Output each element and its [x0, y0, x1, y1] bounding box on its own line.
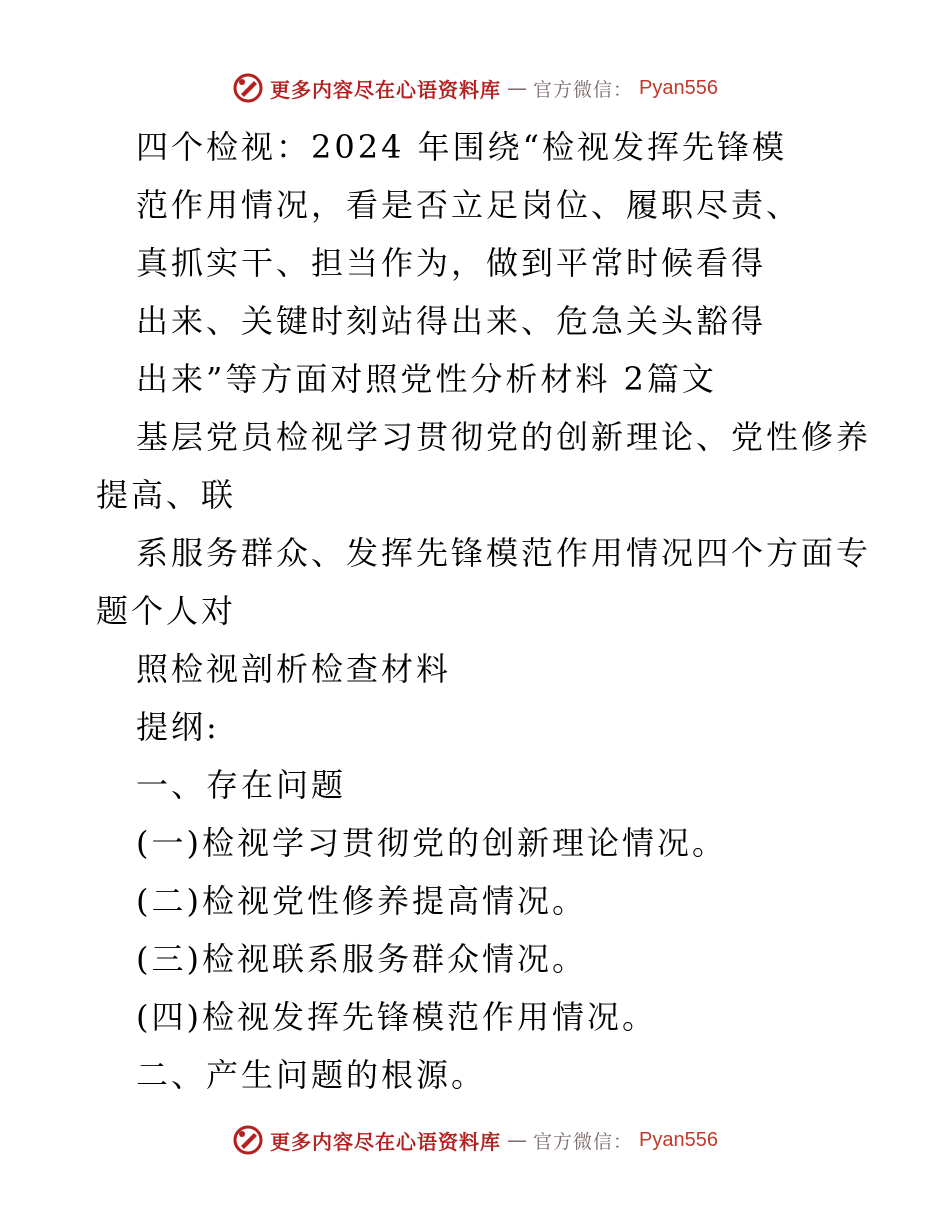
subtitle-line: 题个人对: [96, 592, 237, 630]
outline-item: (四)检视发挥先锋模范作用情况。: [136, 998, 657, 1036]
document-body: [96, 118, 872, 1104]
title-line: 四个检视：2024 年围绕“检视发挥先锋模: [136, 128, 787, 166]
section-heading: 二、产生问题的根源。: [136, 1056, 487, 1094]
subtitle-line: 照检视剖析检查材料: [136, 650, 452, 688]
subtitle-line: 基层党员检视学习贯彻党的创新理论、党性修养: [136, 418, 872, 456]
title-line: 真抓实干、担当作为，做到平常时候看得: [136, 244, 767, 282]
outline-item: (二)检视党性修养提高情况。: [136, 882, 587, 920]
outline-item: (三)检视联系服务群众情况。: [136, 940, 587, 978]
banner-wechat-id: Pyan556: [639, 76, 718, 99]
banner-brand: 更多内容尽在心语资料库: [270, 77, 501, 102]
subtitle-line: 系服务群众、发挥先锋模范作用情况四个方面专: [136, 534, 872, 572]
footer-banner: [0, 1120, 950, 1160]
header-banner: [0, 68, 950, 108]
subtitle-line: 提高、联: [96, 476, 237, 514]
title-line: 范作用情况，看是否立足岗位、履职尽责、: [136, 186, 802, 224]
outline-label: 提纲:: [136, 708, 220, 746]
banner-separator: —: [507, 76, 527, 100]
banner-separator: —: [507, 1128, 527, 1152]
banner-wechat-label: 官方微信：: [533, 78, 634, 101]
banner-wechat-id: Pyan556: [639, 1128, 718, 1151]
banner-wechat-label: 官方微信：: [533, 1130, 634, 1153]
title-line: 出来、关键时刻站得出来、危急关头豁得: [136, 302, 767, 340]
outline-item: (一)检视学习贯彻党的创新理论情况。: [136, 824, 727, 862]
section-heading: 一、存在问题: [136, 766, 347, 804]
brand-logo-icon: [232, 72, 264, 104]
brand-logo-icon: [232, 1124, 264, 1156]
title-line: 出来”等方面对照党性分析材料 2篇文: [136, 360, 717, 398]
banner-brand: 更多内容尽在心语资料库: [270, 1129, 501, 1154]
